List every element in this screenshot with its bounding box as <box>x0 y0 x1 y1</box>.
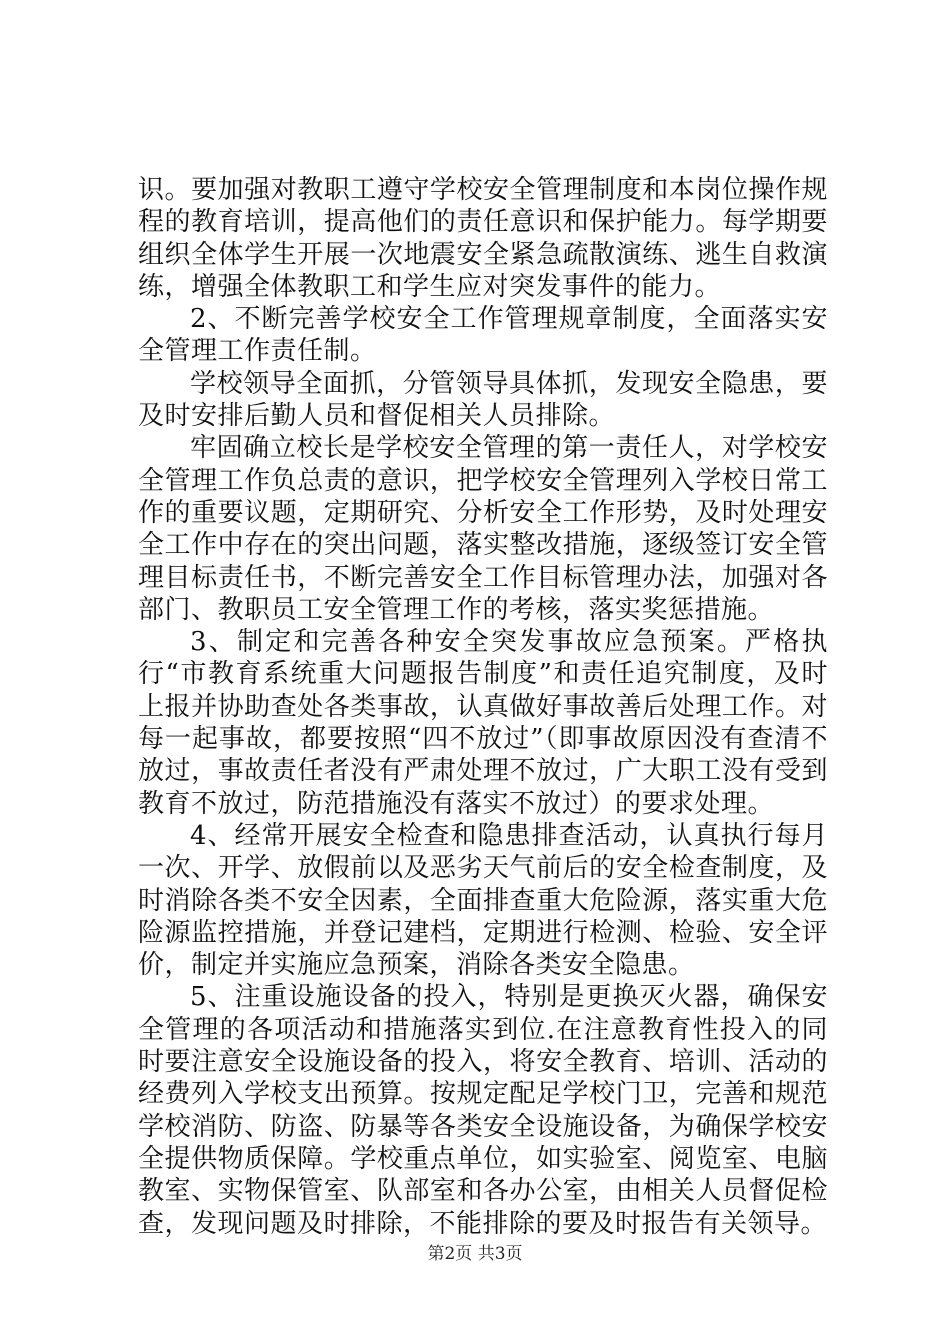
paragraph-item-3: 3、制定和完善各种安全突发事故应急预案。严格执行“市教育系统重大问题报告制度”和责任追究制度，及时上报并协助查处各类事故，认真做好事故善后处理工作。对每一起事故，都要按照“四不放过”（即事故原因没有查清不放过，事故责任者没有严肃处理不放过，广大职工没有受到教育不放过，防范措施没有落实不放过）的要求处理。 <box>138 627 828 819</box>
paragraph-item-2: 2、不断完善学校安全工作管理规章制度，全面落实安全管理工作责任制。 <box>138 304 828 367</box>
paragraph-leadership: 学校领导全面抓，分管领导具体抓，发现安全隐患，要及时安排后勤人员和督促相关人员排除。 <box>138 368 828 432</box>
document-body <box>138 174 828 1240</box>
page-number-footer: 第2页 共3页 <box>427 1244 523 1264</box>
paragraph-continuation: 识。要加强对教职工遵守学校安全管理制度和本岗位操作规程的教育培训，提高他们的责任意识和保护能力。每学期要组织全体学生开展一次地震安全紧急疏散演练、逃生自救演练，增强全体教职工和学生应对突发事件的能力。 <box>138 175 828 302</box>
paragraph-item-4: 4、经常开展安全检查和隐患排查活动，认真执行每月一次、开学、放假前以及恶劣天气前后的安全检查制度，及时消除各类不安全因素，全面排查重大危险源，落实重大危险源监控措施，并登记建档，定期进行检测、检验、安全评价，制定并实施应急预案，消除各类安全隐患。 <box>138 820 828 981</box>
paragraph-principal-responsibility: 牢固确立校长是学校安全管理的第一责任人，对学校安全管理工作负总责的意识，把学校安全管理列入学校日常工作的重要议题，定期研究、分析安全工作形势，及时处理安全工作中存在的突出问题，落实整改措施，逐级签订安全管理目标责任书，不断完善安全工作目标管理办法，加强对各部门、教职员工安全管理工作的考核，落实奖惩措施。 <box>138 433 828 625</box>
paragraph-item-5: 5、注重设施设备的投入，特别是更换灭火器，确保安全管理的各项活动和措施落实到位.在注意教育性投入的同时要注意安全设施设备的投入，将安全教育、培训、活动的经费列入学校支出预算。按规定配足学校门卫，完善和规范学校消防、防盗、防暴等各类安全设施设备，为确保学校安全提供物质保障。学校重点单位，如实验室、阅览室、电脑教室、实物保管室、队部室和各办公室，由相关人员督促检查，发现问题及时排除，不能排除的要及时报告有关领导。 <box>138 982 828 1239</box>
